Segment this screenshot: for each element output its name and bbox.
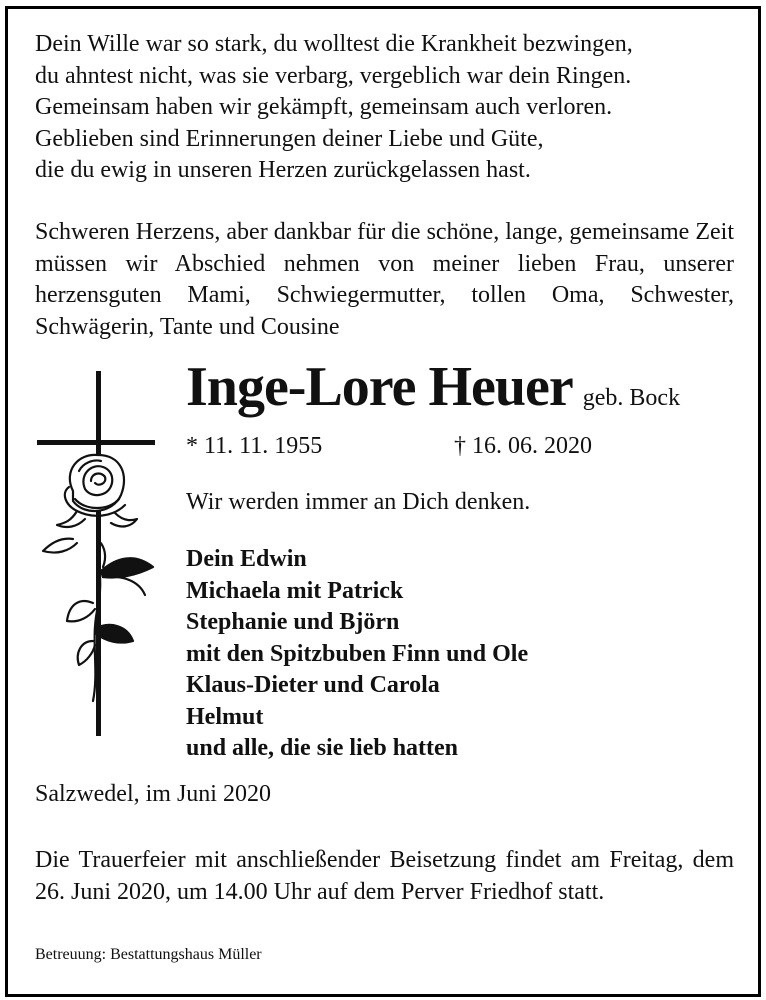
undertaker-credit: Betreuung: Bestattungshaus Müller [35, 946, 262, 963]
cross-rose-graphic [33, 371, 163, 741]
family-member: Dein Edwin [186, 546, 307, 572]
family-member: Stephanie und Björn [186, 609, 400, 635]
poem-line: die du ewig in unseren Herzen zurückgelassen hast. [35, 157, 531, 183]
deceased-name: Inge-Lore Heuer [186, 356, 573, 418]
death-date: † 16. 06. 2020 [454, 433, 592, 459]
poem [35, 29, 735, 187]
family-member: mit den Spitzbuben Finn und Ole [186, 640, 529, 667]
family-member: Michaela mit Patrick [186, 577, 404, 604]
family-member: Klaus-Dieter und Carola [186, 672, 440, 698]
deceased-name-line [186, 355, 680, 419]
place-date: Salzwedel, im Juni 2020 [35, 781, 271, 807]
obituary-notice [5, 6, 761, 997]
family-member: Helmut [186, 703, 264, 730]
birth-date: * 11. 11. 1955 [186, 433, 323, 459]
poem-line: Geblieben sind Erinnerungen deiner Liebe und Güte, [35, 125, 544, 152]
family-list [186, 544, 528, 765]
remembrance-text: Wir werden immer an Dich denken. [186, 489, 531, 515]
intro-text: Schweren Herzens, aber dankbar für die schöne, lange, gemeinsame Zeit müssen wir Abschied nehmen von meiner lieben Frau, unserer herzensguten Mami, Schwiegermutter, tollen Oma, Schwester, Schwägerin, Tante und Cousine [35, 219, 734, 340]
ceremony-info: Die Trauerfeier mit anschließender Beisetzung findet am Freitag, dem 26. Juni 2020, um 14.00 Uhr auf dem Perver Friedhof statt. [35, 847, 734, 905]
family-member: und alle, die sie lieb hatten [186, 735, 459, 761]
maiden-name: geb. Bock [582, 385, 681, 411]
poem-line: Gemeinsam haben wir gekämpft, gemeinsam auch verloren. [35, 94, 613, 120]
poem-line: Dein Wille war so stark, du wolltest die Krankheit bezwingen, [35, 31, 633, 57]
poem-line: du ahntest nicht, was sie verbarg, vergeblich war dein Ringen. [35, 62, 632, 89]
